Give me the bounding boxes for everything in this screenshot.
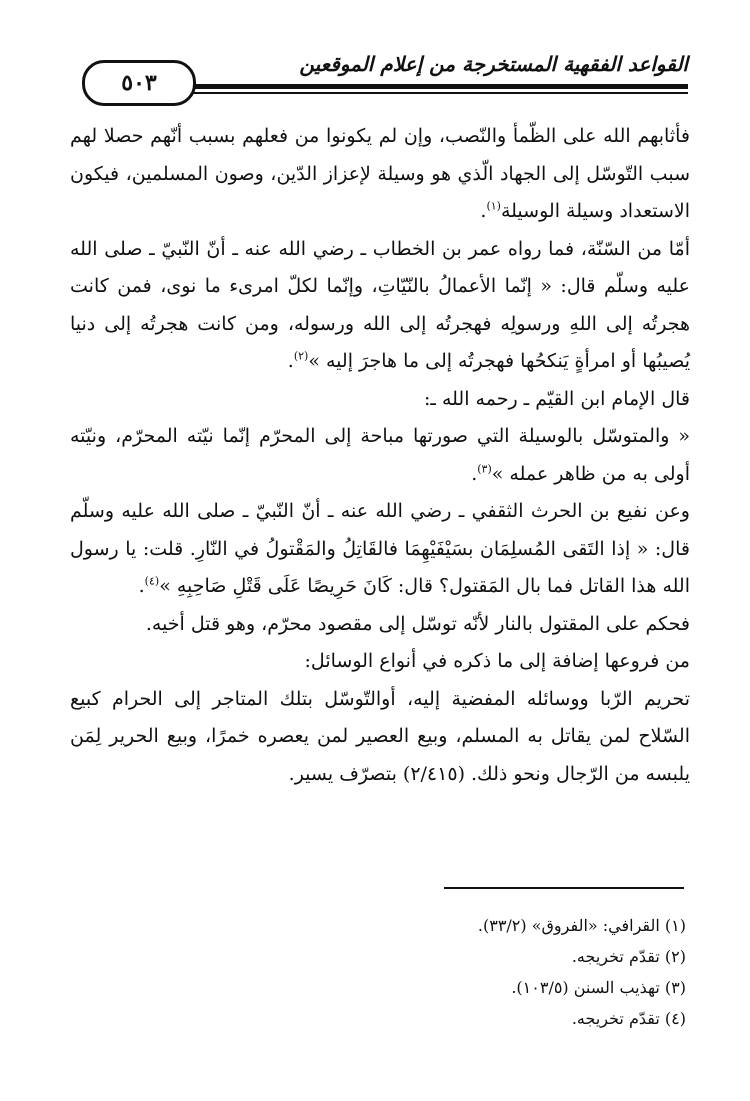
paragraph-1: فأثابهم الله على الظّمأ والنّصب، وإن لم يكونوا من فعلهم بسبب أنّهم حصلا لهم سبب التّوسّل إلى الجهاد الّذي هو وسيلة لإعزاز الدّين، وصون المسلمين، فيكون الاستعداد وسيلة الوسيلة$^{(١)}$. xyxy=(70,125,690,222)
footnote-ref-2: (٢) xyxy=(293,349,309,363)
footnote-separator xyxy=(444,887,684,889)
paragraph-7: من فروعها إضافة إلى ما ذكره في أنواع الوسائل: xyxy=(304,650,690,672)
footnote-ref-1: (١) xyxy=(486,199,501,213)
running-title: القواعد الفقهية المستخرجة من إعلام الموقعين xyxy=(299,52,688,76)
paragraph-4: « والمتوسّل بالوسيلة التي صورتها مباحة إلى المحرّم إنّما نيّته المحرّم، ونيّته أولى به من ظاهر عمله »$^{(٣)}$. xyxy=(70,425,690,485)
footnote-ref-3: (٣) xyxy=(477,462,492,476)
paragraph-5: وعن نفيع بن الحرث الثقفي ـ رضي الله عنه ـ أنّ النّبيّ ـ صلى الله عليه وسلّم قال: « إذا التَقى المُسلِمَان بسَيْفَيْهِمَا فالقَاتِلُ والمَقْتولُ في النّارِ. قلت: يا رسول الله هذا القاتل فما بال المَقتول؟ قال: كَانَ حَرِيصًا عَلَى قَتْلِ صَاحِبِهِ »$^{(٤)}$. xyxy=(70,500,690,597)
footnote-1: (١) القرافي: «الفروق» (٣٣/٢). xyxy=(477,916,686,935)
paragraph-8: تحريم الرّبا ووسائله المفضية إليه، أوالتّوسّل بتلك المتاجر إلى الحرام كبيع السّلاح لمن يقاتل به المسلم، وبيع العصير لمن يعصره خمرًا، وبيع الحرير لِمَن يلبسه من الرّجال ونحو ذلك. (٢/٤١٥) بتصرّف يسير. xyxy=(70,687,690,785)
paragraph-2: أمّا من السّنّة، فما رواه عمر بن الخطاب ـ رضي الله عنه ـ أنّ النّبيّ ـ صلى الله عليه وسلّم قال: « إنّما الأعمالُ بالنّيّاتِ، وإنّما لكلّ امرىء ما نوى، فمن كانت هجرتُه إلى اللهِ ورسولِه فهجرتُه إلى الله ورسوله، ومن كانت هجرتُه إلى دنيا يُصيبُها أو امرأةٍ يَنكحُها فهجرتُه إلى ما هاجرَ إليه »$^{(٢)}$. xyxy=(70,237,690,372)
footnote-3: (٣) تهذيب السنن (١٠٣/٥). xyxy=(511,978,686,997)
main-text xyxy=(70,118,690,793)
header-rule-thin xyxy=(152,92,688,94)
footnote-4: (٤) تقدّم تخريجه. xyxy=(571,1009,686,1028)
paragraph-3: قال الإمام ابن القيّم ـ رحمه الله ـ: xyxy=(423,387,690,410)
paragraph-6: فحكم على المقتول بالنار لأنّه توسّل إلى مقصود محرّم، وهو قتل أخيه. xyxy=(145,612,690,635)
footnote-2: (٢) تقدّم تخريجه. xyxy=(571,947,686,966)
footnote-ref-4: (٤) xyxy=(144,574,160,588)
header-rule-thick xyxy=(152,84,688,89)
footnotes xyxy=(300,910,686,1034)
page-number: ٥٠٣ xyxy=(82,60,196,106)
page-header xyxy=(82,46,688,108)
